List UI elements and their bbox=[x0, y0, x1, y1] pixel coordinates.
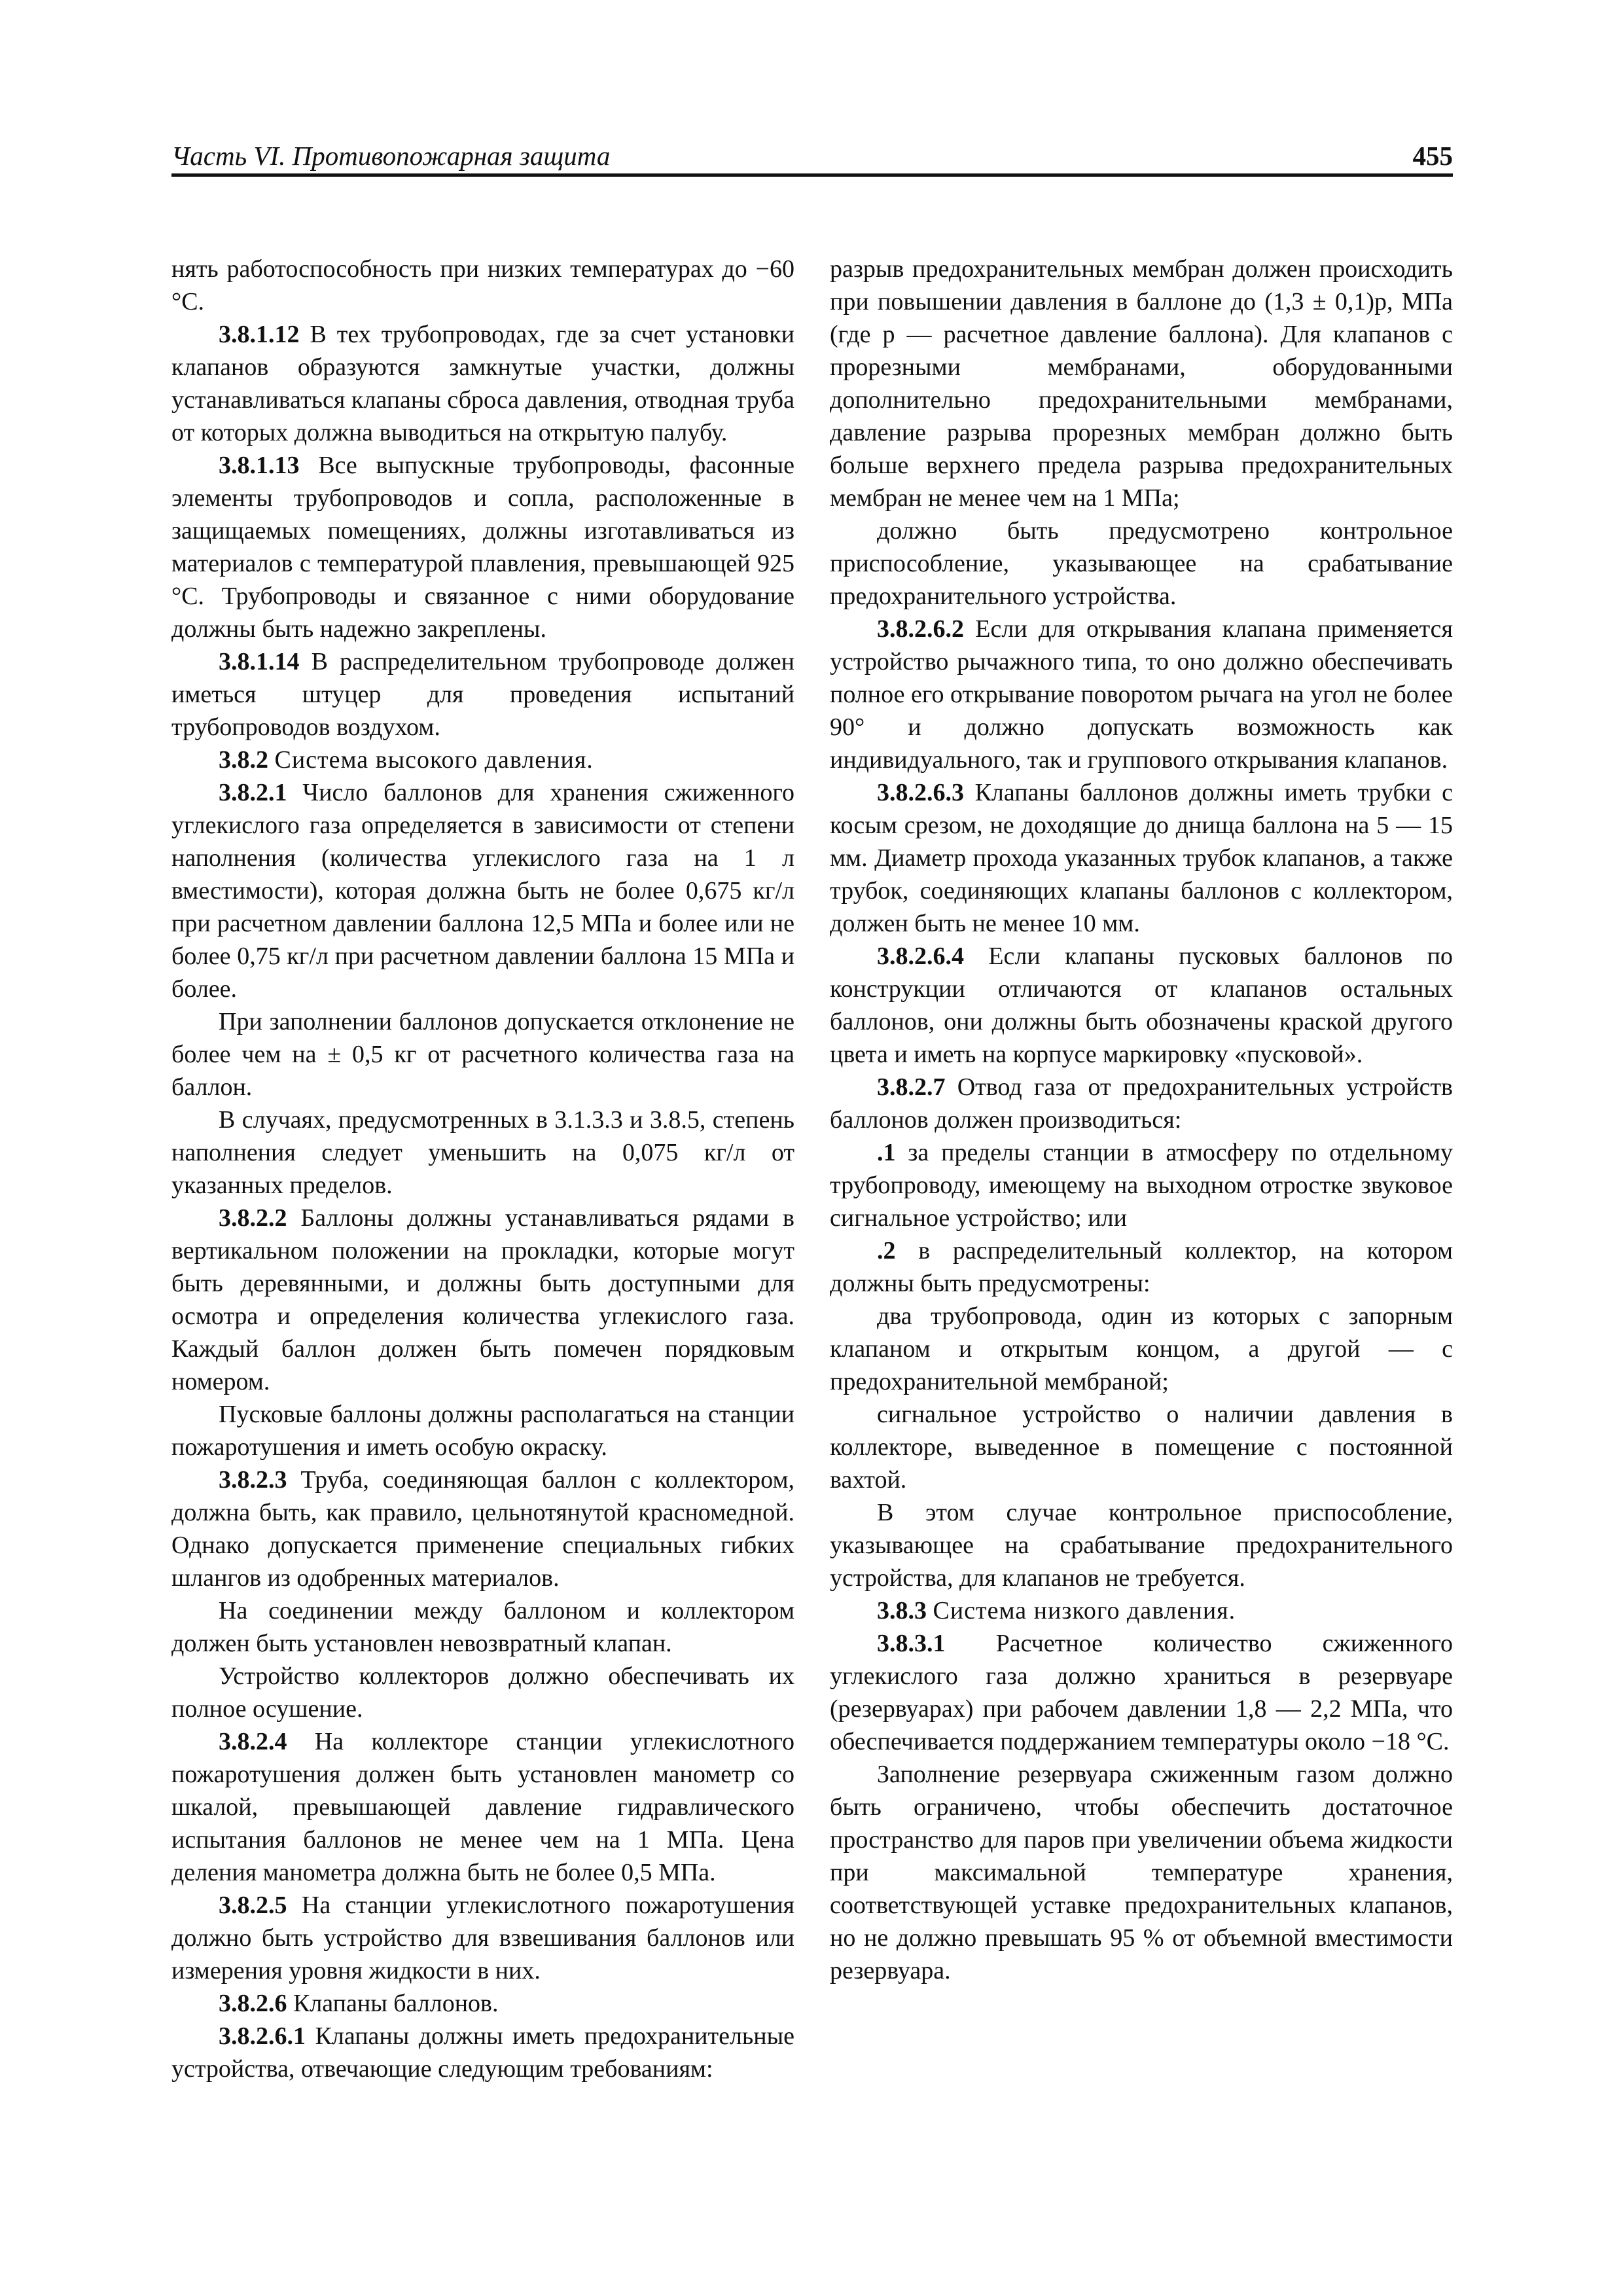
paragraph-text: В случаях, предусмотренных в 3.1.3.3 и 3.8.5, степень наполнения следует уменьшить на 0,075 кг/л от указанных пределов. bbox=[171, 1106, 794, 1199]
paragraph bbox=[171, 744, 794, 776]
clause-number: 3.8.2.6.1 bbox=[219, 2022, 306, 2050]
paragraph-text: В тех трубопроводах, где за счет установки клапанов образуются замкнутые участки, должны устанавливаться клапаны сброса давления, отводная труба от которых должна выводиться на открытую палубу. bbox=[171, 321, 795, 446]
paragraph bbox=[171, 1103, 794, 1202]
paragraph bbox=[830, 613, 1453, 776]
paragraph-text: Если для открывания клапана применяется устройство рычажного типа, то оно должно обеспечивать полное его открывание поворотом рычага на угол не более 90° и должно допускать возможность как индивидуального, так и группового открывания клапанов. bbox=[830, 615, 1453, 774]
paragraph bbox=[830, 1136, 1453, 1234]
paragraph bbox=[171, 449, 794, 645]
paragraph bbox=[171, 318, 794, 449]
paragraph bbox=[171, 1202, 794, 1398]
clause-number: 3.8.2.6.3 bbox=[877, 779, 964, 806]
paragraph-text: за пределы станции в атмосферу по отдельному трубопроводу, имеющему на выходном отростке звуковое сигнальное устройство; или bbox=[830, 1139, 1453, 1232]
clause-number: 3.8.2.3 bbox=[219, 1466, 287, 1494]
paragraph-text: Число баллонов для хранения сжиженного углекислого газа определяется в зависимости от степени наполнения (количества углекислого газа на 1 л вместимости), которая должна быть не более 0,675 кг/л при расчетном давлении баллона 12,5 МПа и более или не более 0,75 кг/л при расчетном давлении баллона 15 МПа и более. bbox=[171, 779, 795, 1003]
paragraph-text: разрыв предохранительных мембран должен происходить при повышении давления в баллоне до (1,3 ± 0,1)p, МПа (где p — расчетное давление баллона). Для клапанов с прорезными мембранами, оборудованными дополнительно предохранительными мембранами, давление разрыва прорезных мембран должно быть больше верхнего предела разрыва предохранительных мембран не менее чем на 1 МПа; bbox=[830, 255, 1453, 512]
paragraph-text: Клапаны баллонов. bbox=[293, 1990, 499, 2017]
paragraph bbox=[171, 1725, 794, 1889]
paragraph bbox=[830, 1071, 1453, 1136]
paragraph bbox=[171, 1987, 794, 2020]
paragraph-text: два трубопровода, один из которых с запорным клапаном и открытым концом, а другой — с предохранительной мембраной; bbox=[830, 1302, 1453, 1395]
paragraph bbox=[830, 1594, 1453, 1627]
paragraph-text: Система высокого давления. bbox=[274, 746, 594, 774]
paragraph-text: должно быть предусмотрено контрольное приспособление, указывающее на срабатывание предохранительного устройства. bbox=[830, 517, 1453, 610]
paragraph-text: в распределительный коллектор, на котором должны быть предусмотрены: bbox=[830, 1237, 1453, 1297]
clause-number: 3.8.2.5 bbox=[219, 1892, 287, 1919]
left-column bbox=[171, 253, 794, 2085]
paragraph bbox=[171, 1463, 794, 1594]
paragraph bbox=[171, 1660, 794, 1725]
paragraph-text: Заполнение резервуара сжиженным газом должно быть ограничено, чтобы обеспечить достаточное пространство для паров при увеличении объема жидкости при максимальной температуре хранения, соответствующей уставке предохранительных клапанов, но не должно превышать 95 % от объемной вместимости резервуара. bbox=[830, 1761, 1453, 1984]
paragraph bbox=[830, 253, 1453, 514]
clause-number: 3.8.2.6 bbox=[219, 1990, 287, 2017]
paragraph-text: Баллоны должны устанавливаться рядами в вертикальном положении на прокладки, которые могут быть деревянными, и должны быть доступными для осмотра и определения количества углекислого газа. Каждый баллон должен быть помечен порядковым номером. bbox=[171, 1204, 795, 1395]
paragraph bbox=[830, 1758, 1453, 1987]
paragraph bbox=[171, 1889, 794, 1987]
clause-number: 3.8.2.4 bbox=[219, 1728, 287, 1755]
paragraph-text: Устройство коллекторов должно обеспечивать их полное осушение. bbox=[171, 1662, 794, 1723]
paragraph-text: На соединении между баллоном и коллектором должен быть установлен невозвратный клапан. bbox=[171, 1597, 794, 1657]
paragraph-text: Если клапаны пусковых баллонов по конструкции отличаются от клапанов остальных баллонов, они должны быть обозначены краской другого цвета и иметь на корпусе маркировку «пусковой». bbox=[830, 942, 1453, 1068]
paragraph bbox=[171, 1005, 794, 1103]
paragraph-text: Все выпускные трубопроводы, фасонные элементы трубопроводов и сопла, расположенные в защищаемых помещениях, должны изготавливаться из материалов с температурой плавления, превышающей 925 °C. Трубопроводы и связанное с ними оборудование должны быть надежно закреплены. bbox=[171, 452, 795, 643]
paragraph-text: Клапаны должны иметь предохранительные устройства, отвечающие следующим требованиям: bbox=[171, 2022, 794, 2083]
paragraph-text: На станции углекислотного пожаротушения должно быть устройство для взвешивания баллонов или измерения уровня жидкости в них. bbox=[171, 1892, 795, 1984]
clause-number: 3.8.1.14 bbox=[219, 648, 300, 675]
clause-number: 3.8.2.2 bbox=[219, 1204, 287, 1232]
paragraph bbox=[830, 1627, 1453, 1758]
paragraph bbox=[171, 776, 794, 1005]
paragraph bbox=[830, 1234, 1453, 1300]
paragraph-text: При заполнении баллонов допускается отклонение не более чем на ± 0,5 кг от расчетного количества газа на баллон. bbox=[171, 1008, 794, 1101]
clause-number: 3.8.3.1 bbox=[877, 1630, 946, 1657]
paragraph-text: В распределительном трубопроводе должен иметься штуцер для проведения испытаний трубопроводов воздухом. bbox=[171, 648, 795, 741]
paragraph-text: нять работоспособность при низких температурах до −60 °C. bbox=[171, 255, 794, 315]
header-rule bbox=[171, 173, 1453, 177]
clause-number: 3.8.3 bbox=[877, 1597, 927, 1624]
clause-number: 3.8.2.6.2 bbox=[877, 615, 964, 643]
paragraph bbox=[171, 1594, 794, 1660]
paragraph bbox=[171, 2020, 794, 2085]
paragraph-text: сигнальное устройство о наличии давления в коллекторе, выведенное в помещение с постоянной вахтой. bbox=[830, 1401, 1453, 1494]
running-title: Часть VI. Противопожарная защита bbox=[171, 141, 611, 171]
paragraph bbox=[171, 253, 794, 318]
paragraph bbox=[171, 645, 794, 744]
clause-number: .1 bbox=[877, 1139, 896, 1166]
paragraph bbox=[830, 514, 1453, 613]
clause-number: 3.8.2.1 bbox=[219, 779, 287, 806]
clause-number: 3.8.2.7 bbox=[877, 1073, 946, 1101]
paragraph-text: Отвод газа от предохранительных устройств баллонов должен производиться: bbox=[830, 1073, 1453, 1134]
paragraph-text: Клапаны баллонов должны иметь трубки с косым срезом, не доходящие до днища баллона на 5 — 15 мм. Диаметр прохода указанных трубок клапанов, а также трубок, соединяющих клапаны баллонов с коллектором, должен быть не менее 10 мм. bbox=[830, 779, 1454, 937]
paragraph bbox=[830, 1398, 1453, 1496]
clause-number: 3.8.2.6.4 bbox=[877, 942, 964, 970]
paragraph bbox=[830, 1300, 1453, 1398]
page-number: 455 bbox=[1412, 141, 1453, 171]
page-header bbox=[171, 139, 1453, 177]
paragraph-text: Система низкого давления. bbox=[933, 1597, 1236, 1624]
clause-number: 3.8.2 bbox=[219, 746, 268, 774]
clause-number: .2 bbox=[877, 1237, 896, 1265]
paragraph-text: Расчетное количество сжиженного углекислого газа должно храниться в резервуаре (резервуарах) при рабочем давлении 1,8 — 2,2 МПа, что обеспечивается поддержанием температуры около −18 °C. bbox=[830, 1630, 1454, 1755]
paragraph bbox=[830, 940, 1453, 1071]
paragraph-text: На коллекторе станции углекислотного пожаротушения должен быть установлен манометр со шкалой, превышающей давление гидравлического испытания баллонов не менее чем на 1 МПа. Цена деления манометра должна быть не более 0,5 МПа. bbox=[171, 1728, 795, 1886]
paragraph bbox=[830, 1496, 1453, 1594]
clause-number: 3.8.1.13 bbox=[219, 452, 300, 479]
right-column bbox=[830, 253, 1453, 1987]
paragraph-text: Пусковые баллоны должны располагаться на станции пожаротушения и иметь особую окраску. bbox=[171, 1401, 794, 1461]
paragraph-text: В этом случае контрольное приспособление, указывающее на срабатывание предохранительного устройства, для клапанов не требуется. bbox=[830, 1499, 1453, 1592]
paragraph bbox=[830, 776, 1453, 940]
clause-number: 3.8.1.12 bbox=[219, 321, 300, 348]
paragraph-text: Труба, соединяющая баллон с коллектором, должна быть, как правило, цельнотянутой красномедной. Однако допускается применение специальных гибких шлангов из одобренных материалов. bbox=[171, 1466, 795, 1592]
paragraph bbox=[171, 1398, 794, 1463]
